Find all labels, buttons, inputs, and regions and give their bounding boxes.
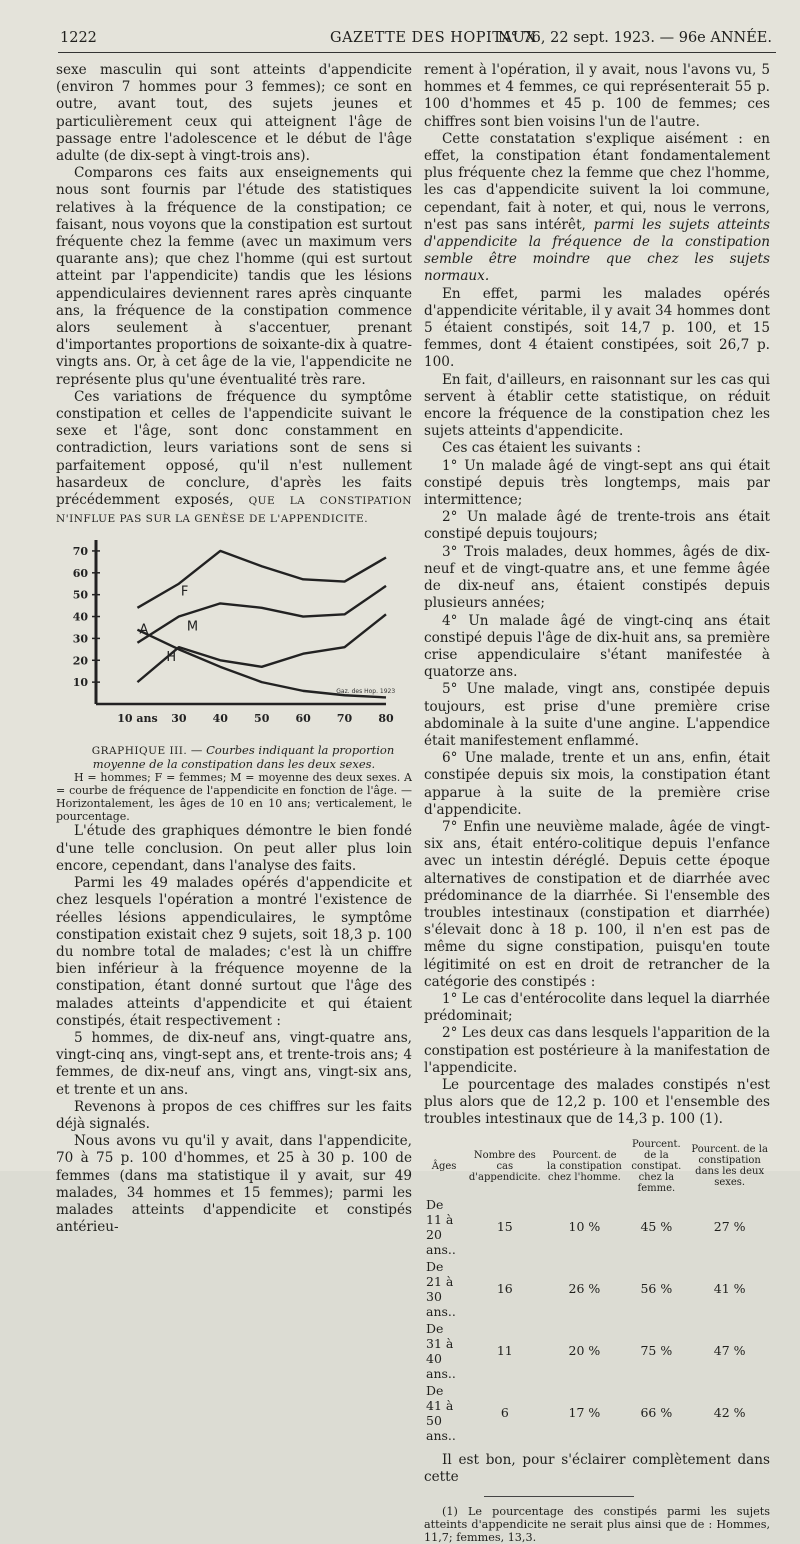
paragraph: rement à l'opération, il y avait, nous l'avons vu, 5 hommes et 4 femmes, ce qui représenterait 55 p. 100 d'hommes et 45 p. 100 de femmes; ces chiffres sont bien voisins l'un de l'autre.: [424, 62, 770, 130]
series-label-M: M: [186, 620, 199, 636]
paragraph: Revenons à propos de ces chiffres sur les faits déjà signalés.: [56, 1098, 412, 1132]
column-header: Nombre des cas d'appendicite.: [468, 1149, 541, 1183]
case-item: 4° Un malade âgé de vingt-cinq ans était constipé depuis l'âge de dix-huit ans, sa première crise appendiculaire s'étant manifestée à quatorze ans.: [424, 612, 770, 681]
conclusion-small-caps: QUE LA CONSTIPATION N'INFLUE PAS SUR LA GENÈSE DE L'APPENDICITE.: [56, 495, 412, 526]
case-item: 1° Un malade âgé de vingt-sept ans qui était constipé depuis très longtemps, mais par intermittence;: [424, 457, 770, 509]
case-item: 7° Enfin une neuvième malade, âgée de vingt-six ans, était entéro-colitique depuis l'enfance avec un intestin déréglé. Depuis cette époque alternatives de constipation et de diarrhée avec prédominance de la diarrhée. Si l'ensemble des troubles intestinaux (constipation et diarrhée) s'élevait donc à 18 p. 100, il n'en est pas de même du signe constipation, puisqu'en toute légitimité on est en droit de retrancher de la catégorie des constipés :: [424, 818, 770, 990]
series-label-A: A: [139, 623, 149, 639]
column-header: Pourcent. de la constipation chez l'homme.: [547, 1149, 622, 1183]
y-tick-label: 20: [72, 654, 88, 668]
x-tick-label: 70: [336, 712, 353, 726]
table-cell: 20 %: [568, 1343, 601, 1359]
x-tick-label: 30: [171, 712, 187, 726]
line-chart: [56, 532, 412, 742]
table-row: [424, 1196, 770, 1258]
table-cell: 41 %: [713, 1281, 746, 1297]
table-cell: De 21 à 30 ans..: [426, 1258, 456, 1319]
table-cell: De 41 à 50 ans..: [426, 1382, 456, 1443]
paragraph: Parmi les 49 malades opérés d'appendicite et chez lesquels l'opération a montré l'existence de réelles lésions appendiculaires, le symptôme constipation existait chez 9 sujets, soit 18,3 p. 100 du nombre total de malades; c'est là un chiffre bien inférieur à la fréquence moyenne de la constipation, étant donné surtout que l'âge des malades atteints d'appendicite et qui étaient constipés, était respectivement :: [56, 875, 412, 1029]
case-item: 3° Trois malades, deux hommes, âgés de dix-neuf et de vingt-quatre ans, et une femme âgée de dix-neuf ans, étaient constipés depuis plusieurs années;: [424, 543, 770, 612]
chart-stamp: Gaz. des Hop. 1923: [336, 688, 396, 696]
footnote-rule: [484, 1496, 634, 1497]
x-tick-label: 40: [212, 712, 228, 726]
paragraph: Comparons ces faits aux enseignements qui nous sont fournis par l'étude des statistiques relatives à la fréquence de la constipation; ce faisant, nous voyons que la constipation est surtout fréquente chez la femme (avec un maximum vers quarante ans); que chez l'homme (qui est surtout atteint par l'appendicite) tandis que les lésions appendiculaires deviennent rares après cinquante ans, la fréquence de la constipation commence alors seulement à s'accentuer, prenant d'importantes proportions de soixante-dix à quatre-vingts ans. Or, à cet âge de la vie, l'appendicite ne représente plus qu'une éventualité très rare.: [56, 165, 412, 388]
running-header: [60, 30, 772, 48]
caption-text: Courbes indiquant la proportion moyenne de la constipation dans les deux sexes.: [92, 743, 395, 772]
header-rule: [58, 52, 776, 53]
table-header-row: [424, 1137, 770, 1196]
y-tick-label: 10: [72, 676, 88, 690]
table-cell: 45 %: [640, 1219, 673, 1235]
journal-title: GAZETTE DES HOPITAUX: [330, 30, 537, 46]
figure-caption: [56, 744, 412, 771]
table-cell: 11: [496, 1343, 513, 1359]
paragraph: sexe masculin qui sont atteints d'appendicite (environ 7 hommes pour 3 femmes); ce sont en outre, avant tout, des sujets jeunes et particulièrement ceux qui atteignent l'âge de passage entre l'adolescence et le début de l'âge adulte (de dix-sept à vingt-trois ans).: [56, 62, 412, 165]
italic-emphasis: parmi les sujets atteints d'appendicite la fréquence de la constipation semble être moindre que chez les sujets normaux.: [424, 216, 770, 285]
series-line-F: [137, 551, 386, 608]
paragraph: Ces cas étaient les suivants :: [442, 440, 641, 457]
table-cell: De 31 à 40 ans..: [426, 1320, 456, 1381]
statistics-table: [424, 1137, 770, 1444]
page-number: 1222: [60, 30, 97, 46]
table-cell: 66 %: [640, 1405, 673, 1421]
y-tick-label: 30: [72, 632, 88, 646]
caption-label: GRAPHIQUE III.: [91, 745, 188, 758]
case-item: 5° Une malade, vingt ans, constipée depuis toujours, est prise d'une première crise abdominale à la suite d'une angine. L'appendice était manifestement enflammé.: [424, 681, 770, 749]
figure-graphique-3: [56, 532, 412, 742]
paragraph: En fait, d'ailleurs, en raisonnant sur les cas qui servent à établir cette statistique, on réduit encore la fréquence de la constipation chez les sujets atteints d'appendicite.: [424, 371, 770, 440]
case-item: 6° Une malade, trente et un ans, enfin, était constipée depuis six mois, la constipation étant apparue à la suite de la première crise d'appendicite.: [424, 750, 770, 818]
x-tick-label: 10 ans: [117, 712, 158, 726]
paragraph-text: Ces variations de fréquence du symptôme constipation et celles de l'appendicite suivant le sexe et l'âge, sont donc constamment en contradiction, leurs variations sont de sens si parfaitement opposé, qu'il n'est nullement hasardeux de conclure, d'après les faits précédemment exposés,: [56, 388, 412, 509]
x-tick-label: 60: [295, 712, 311, 726]
y-tick-label: 40: [72, 611, 88, 625]
table-cell: 15: [496, 1219, 513, 1235]
y-tick-label: 70: [72, 545, 88, 559]
table-cell: 75 %: [640, 1343, 673, 1359]
exclusion-item: 1° Le cas d'entérocolite dans lequel la diarrhée prédominait;: [424, 990, 770, 1025]
table-cell: 10 %: [568, 1219, 601, 1235]
figure-legend: H = hommes; F = femmes; M = moyenne des deux sexes. A = courbe de fréquence de l'appendicite en fonction de l'âge. — Horizontalement, les âges de 10 en 10 ans; verticalement, le pourcentage.: [56, 771, 412, 824]
table-cell: 56 %: [640, 1281, 673, 1297]
column-header: Âges: [431, 1160, 457, 1172]
right-column: [424, 62, 770, 1544]
table-cell: 26 %: [568, 1281, 601, 1297]
paragraph: [424, 131, 770, 286]
series-label-H: H: [166, 650, 177, 666]
paragraph: Le pourcentage des malades constipés n'est plus alors que de 12,2 p. 100 et l'ensemble des troubles intestinaux que de 14,3 p. 100 (1).: [424, 1076, 770, 1128]
paragraph: En effet, parmi les malades opérés d'appendicite véritable, il y avait 34 hommes dont 5 étaient constipés, soit 14,7 p. 100, et 15 femmes, dont 4 étaient constipées, soit 26,7 p. 100.: [424, 285, 770, 371]
y-tick-label: 50: [72, 589, 88, 603]
table-cell: 16: [496, 1281, 513, 1297]
column-header: Pourcent. de la constipation dans les deux sexes.: [691, 1144, 768, 1189]
paragraph: L'étude des graphiques démontre le bien fondé d'une telle conclusion. On peut aller plus loin encore, cependant, dans l'analyse des faits.: [56, 823, 412, 874]
issue-info: N° 76, 22 sept. 1923. — 96e ANNÉE.: [497, 30, 772, 46]
table-row: [424, 1320, 770, 1382]
exclusion-item: 2° Les deux cas dans lesquels l'apparition de la constipation est postérieure à la manifestation de l'appendicite.: [424, 1025, 770, 1076]
paragraph: Il est bon, pour s'éclairer complètement dans cette: [424, 1451, 770, 1485]
table-cell: 27 %: [713, 1219, 746, 1235]
case-item: 2° Un malade âgé de trente-trois ans était constipé depuis toujours;: [424, 509, 770, 543]
table-cell: De 11 à 20 ans..: [426, 1196, 456, 1257]
table-row: [424, 1258, 770, 1320]
series-line-M: [137, 586, 386, 643]
table-cell: 47 %: [713, 1343, 746, 1359]
series-label-F: F: [180, 585, 189, 601]
column-header: Pourcent. de la constipat. chez la femme.: [631, 1138, 682, 1194]
table-cell: 17 %: [568, 1405, 601, 1421]
paragraph: [56, 389, 412, 529]
table-row: [424, 1382, 770, 1444]
left-column: [56, 62, 412, 1236]
x-tick-label: 80: [378, 712, 394, 726]
paragraph: Nous avons vu qu'il y avait, dans l'appendicite, 70 à 75 p. 100 d'hommes, et 25 à 30 p. 100 de femmes (dans ma statistique il y avait, sur 49 malades, 34 hommes et 15 femmes); parmi les malades atteints d'appendicite et constipés antérieu-: [56, 1133, 412, 1236]
table-cell: 6: [500, 1405, 509, 1421]
caption-dash: —: [187, 743, 207, 758]
x-tick-label: 50: [254, 712, 270, 726]
paragraph: 5 hommes, de dix-neuf ans, vingt-quatre ans, vingt-cinq ans, vingt-sept ans, et trente-trois ans; 4 femmes, de dix-neuf ans, vingt ans, vingt-six ans, et trente et un ans.: [56, 1029, 412, 1098]
table-cell: 42 %: [713, 1405, 746, 1421]
footnote: (1) Le pourcentage des constipés parmi les sujets atteints d'appendicite ne serait plus ainsi que de : Hommes, 11,7; femmes, 13,3.: [424, 1505, 770, 1544]
y-tick-label: 60: [72, 567, 88, 581]
paragraph-text: Cette constatation s'explique aisément : en effet, la constipation étant fondamentalement plus fréquente chez la femme que chez l'homme, les cas d'appendicite suivent la loi commune, cependant, fait à noter, et qui, nous le verrons, n'est pas sans intérêt,: [424, 130, 770, 233]
